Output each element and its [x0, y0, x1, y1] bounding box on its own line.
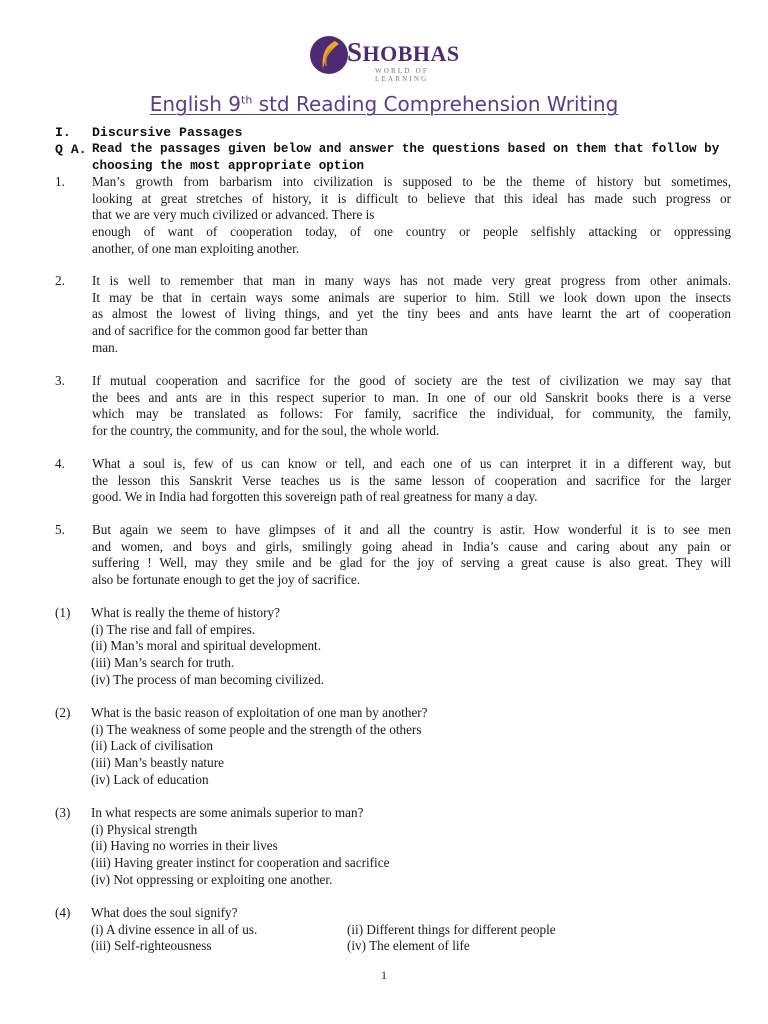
answer-option: (i) A divine essence in all of us. [91, 921, 258, 937]
passage-line: It is well to remember that man in many ways has not made very great progress from other animals. [92, 273, 731, 288]
question-number: (1) [55, 605, 71, 620]
answer-option: (iv) The process of man becoming civilized. [91, 671, 325, 687]
passage-number: 4. [55, 456, 65, 471]
qa-instruction-line-2: choosing the most appropriate option [92, 159, 365, 173]
passage-number: 5. [55, 522, 65, 537]
answer-option: (ii) Man’s moral and spiritual development. [91, 638, 321, 654]
answer-option: (ii) Lack of civilisation [91, 738, 213, 754]
passage-line: good. We in India had forgotten this sovereign path of real greatness for many a day. [92, 489, 538, 505]
section-heading: Discursive Passages [92, 125, 243, 140]
page-number: 1 [381, 968, 387, 982]
passage-number: 2. [55, 273, 65, 288]
passage-line: But again we seem to have glimpses of it and all the country is astir. How wonderful it is to see men [92, 522, 731, 537]
logo-wordmark: SHOBHAS [347, 37, 460, 67]
qa-instruction-line-1: Read the passages given below and answer the questions based on them that follow by [92, 142, 720, 156]
answer-option: (iv) The element of life [347, 938, 470, 954]
question-text: What is the basic reason of exploitation of one man by another? [91, 705, 428, 720]
logo-tagline: WORLD OF LEARNING [375, 67, 429, 83]
passage-line: looking at great stretches of history, it is difficult to believe that this ideal has made such progress or [92, 190, 731, 206]
question-number: (4) [55, 905, 71, 920]
passage-line: suffering ! Well, may they smile and be glad for the joy of serving a great cause is also great. They will [92, 555, 731, 571]
answer-option: (ii) Having no worries in their lives [91, 838, 278, 854]
passage-line: which may be translated as follows: For family, sacrifice the individual, for community, the family, [92, 406, 731, 422]
answer-option: (i) Physical strength [91, 821, 198, 837]
passage-line: Man’s growth from barbarism into civilization is supposed to be the theme of history but sometimes, [92, 174, 731, 189]
question-text: What does the soul signify? [91, 905, 238, 920]
answer-option: (iii) Man’s search for truth. [91, 655, 235, 671]
question-number: (3) [55, 805, 71, 820]
passage-text [92, 174, 731, 258]
passage-line: It may be that in certain ways some animals are superior to him. Still we look down upon the insects [92, 289, 731, 305]
answer-option: (ii) Different things for different people [347, 921, 556, 937]
answer-option: (iv) Lack of education [91, 771, 209, 787]
logo-emblem-icon [309, 35, 349, 75]
passage-line: also be fortunate enough to get the joy of sacrifice. [92, 572, 361, 588]
passage-text [92, 373, 731, 440]
answer-option: (iv) Not oppressing or exploiting one another. [91, 871, 333, 887]
answer-option: (iii) Self-righteousness [91, 938, 212, 954]
question-text: In what respects are some animals superior to man? [91, 805, 364, 820]
question-text: What is really the theme of history? [91, 605, 280, 620]
passage-line: another, of one man exploiting another. [92, 240, 300, 256]
answer-option: (i) The weakness of some people and the strength of the others [91, 721, 422, 737]
passage-line: man. [92, 339, 119, 355]
qa-label: Q A. [55, 142, 87, 157]
passage-line: What a soul is, few of us can know or tell, and each one of us can interpret it in a different way, but [92, 456, 731, 471]
page-title: English 9th std Reading Comprehension Writing [149, 92, 619, 116]
question-number: (2) [55, 705, 71, 720]
qa-instruction [92, 141, 731, 175]
passage-number: 3. [55, 373, 65, 388]
passage-line: and of sacrifice for the common good far better than [92, 323, 368, 339]
passage-line: enough of want of cooperation today, of one country or people selfishly attacking or oppressing [92, 224, 731, 240]
passage-line: as almost the lowest of living things, and yet the tiny bees and ants have learnt the art of cooperation [92, 306, 731, 322]
passage-line: the lesson this Sanskrit Verse teaches us is the same lesson of cooperation and sacrifice for the larger [92, 472, 731, 488]
passage-line: that we are very much civilized or advanced. There is [92, 207, 375, 223]
passage-line: for the country, the community, and for the soul, the whole world. [92, 423, 440, 439]
passage-number: 1. [55, 174, 65, 189]
answer-option: (iii) Man’s beastly nature [91, 755, 224, 771]
passage-line: and women, and boys and girls, smilingly going ahead in India’s cause and caring about any pain or [92, 538, 731, 554]
shobhas-logo [309, 33, 484, 83]
passage-text [92, 522, 731, 589]
passage-line: the bees and ants are in this respect superior to man. In one of our old Sanskrit books there is a verse [92, 389, 731, 405]
passage-text [92, 273, 731, 357]
passage-line: If mutual cooperation and sacrifice for the good of society are the test of civilization we may say that [92, 373, 731, 388]
passage-text [92, 456, 731, 506]
answer-option: (i) The rise and fall of empires. [91, 621, 256, 637]
section-roman: I. [55, 125, 71, 140]
answer-option: (iii) Having greater instinct for cooperation and sacrifice [91, 855, 390, 871]
